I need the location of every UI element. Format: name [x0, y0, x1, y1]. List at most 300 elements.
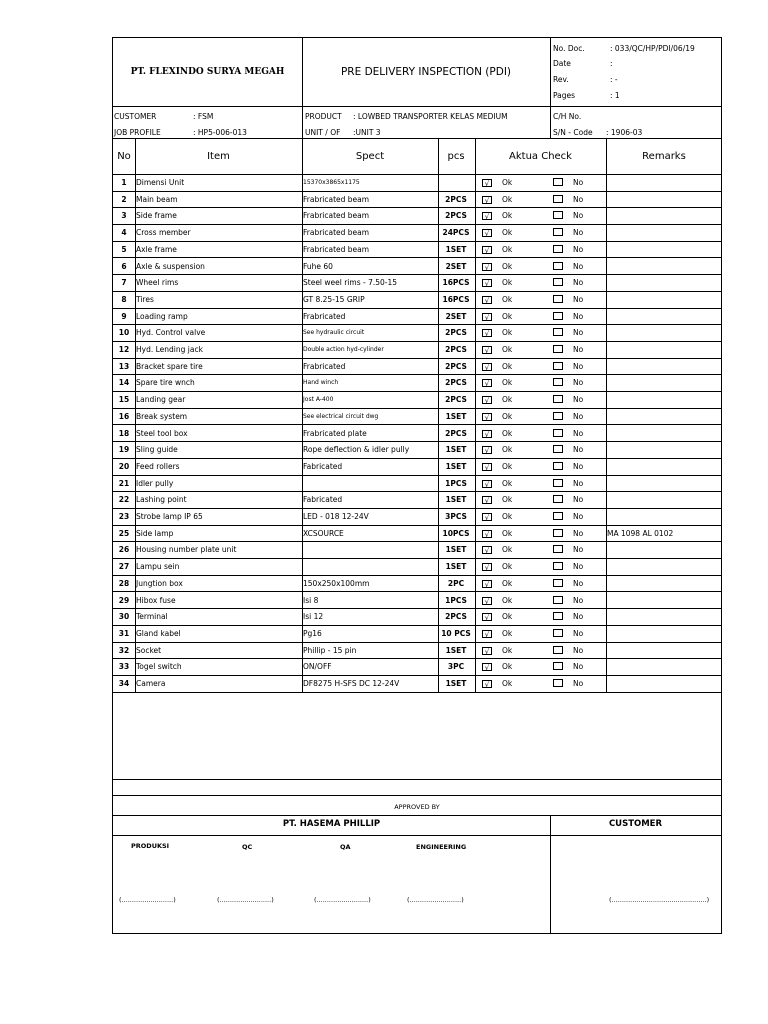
check-no	[553, 308, 605, 325]
item-pcs: 1SET	[445, 411, 467, 421]
ok-label: Ok	[502, 528, 513, 538]
signature-line-qa: (.........................)	[314, 896, 371, 904]
no-label: No	[573, 194, 584, 204]
checkbox-checked-icon[interactable]: √	[482, 229, 492, 237]
item-pcs: 2PC	[447, 578, 465, 588]
item-remark	[607, 491, 719, 508]
checkbox-checked-icon[interactable]: √	[482, 296, 492, 304]
item-spec: Frabricated beam	[303, 228, 370, 238]
table-row	[113, 258, 721, 275]
checkbox-checked-icon[interactable]: √	[482, 329, 492, 337]
ok-label: Ok	[502, 628, 513, 638]
no-label: No	[573, 679, 584, 688]
ok-label: Ok	[502, 495, 513, 505]
row-number: 15	[118, 395, 130, 405]
check-no	[553, 658, 605, 675]
check-ok	[482, 408, 542, 425]
item-spec: 15370x3865x1175	[303, 179, 360, 186]
item-remark	[607, 258, 719, 275]
checkbox-empty-icon[interactable]	[553, 462, 563, 470]
ok-label: Ok	[502, 261, 513, 271]
meta-label: Pages	[553, 91, 576, 100]
checkbox-empty-icon[interactable]	[553, 629, 563, 637]
row-number: 2	[121, 194, 127, 204]
row-number: 34	[118, 679, 130, 688]
checkbox-empty-icon[interactable]	[553, 495, 563, 503]
no-label: No	[573, 495, 584, 505]
checkbox-checked-icon[interactable]: √	[482, 396, 492, 404]
table-row	[113, 291, 721, 308]
item-remark	[607, 274, 719, 291]
check-no	[553, 558, 605, 575]
no-label: No	[573, 461, 584, 471]
checkbox-empty-icon[interactable]	[553, 545, 563, 553]
item-pcs: 1SET	[445, 545, 467, 555]
item-name: Hyd. Lending jack	[136, 345, 203, 354]
item-pcs: 3PC	[447, 662, 465, 672]
row-number: 9	[121, 311, 127, 321]
item-name: Main beam	[136, 194, 178, 204]
check-no	[553, 642, 605, 659]
check-ok	[482, 358, 542, 375]
product-label: PRODUCT	[305, 112, 342, 121]
checkbox-empty-icon[interactable]	[553, 395, 563, 403]
item-name: Wheel rims	[136, 278, 179, 288]
checkbox-checked-icon[interactable]: √	[482, 279, 492, 287]
no-label: No	[573, 278, 584, 288]
checkbox-empty-icon[interactable]	[553, 529, 563, 537]
check-no	[553, 508, 605, 525]
row-number: 3	[121, 211, 127, 221]
ok-label: Ok	[502, 645, 513, 655]
no-label: No	[573, 578, 584, 588]
checkbox-checked-icon[interactable]: √	[482, 647, 492, 655]
checkbox-empty-icon[interactable]	[553, 378, 563, 386]
item-pcs: 2PCS	[445, 361, 467, 371]
check-ok	[482, 625, 542, 642]
no-label: No	[573, 545, 584, 555]
signature-line-produksi: (.........................)	[119, 896, 176, 904]
check-ok	[482, 558, 542, 575]
item-remark	[607, 224, 719, 241]
item-remark	[607, 308, 719, 325]
table-row	[113, 675, 721, 692]
checkbox-empty-icon[interactable]	[553, 278, 563, 286]
table-row	[113, 441, 721, 458]
checkbox-empty-icon[interactable]	[553, 512, 563, 520]
checkbox-checked-icon[interactable]: √	[482, 546, 492, 554]
no-label: No	[573, 345, 584, 354]
no-label: No	[573, 378, 584, 388]
item-pcs: 16PCS	[442, 294, 470, 304]
item-pcs: 2PCS	[445, 345, 467, 354]
check-no	[553, 608, 605, 625]
item-pcs: 1SET	[445, 495, 467, 505]
item-pcs: 2PCS	[445, 428, 467, 438]
ok-label: Ok	[502, 228, 513, 238]
no-label: No	[573, 211, 584, 221]
column-header-spect: Spect	[355, 151, 385, 162]
check-ok	[482, 475, 542, 492]
item-remark	[607, 241, 719, 258]
item-name: Camera	[136, 679, 166, 688]
check-ok	[482, 675, 542, 692]
checkbox-empty-icon[interactable]	[553, 662, 563, 670]
ok-label: Ok	[502, 294, 513, 304]
ok-label: Ok	[502, 194, 513, 204]
item-remark	[607, 207, 719, 224]
item-spec: Jost A-400	[303, 396, 334, 404]
item-pcs: 2PCS	[445, 328, 467, 338]
item-spec: Phillip - 15 pin	[303, 645, 357, 655]
check-ok	[482, 274, 542, 291]
ok-label: Ok	[502, 679, 513, 688]
item-remark	[607, 174, 719, 191]
job-profile-value: : HP5-006-013	[193, 128, 247, 137]
approver-customer: CUSTOMER	[608, 819, 663, 829]
table-row	[113, 491, 721, 508]
table-row	[113, 207, 721, 224]
meta-value: : 1	[610, 91, 620, 100]
checkbox-checked-icon[interactable]: √	[482, 430, 492, 438]
item-pcs: 2PCS	[445, 612, 467, 622]
checkbox-empty-icon[interactable]	[553, 596, 563, 604]
item-pcs: 2SET	[445, 261, 467, 271]
checkbox-empty-icon[interactable]	[553, 195, 563, 203]
row-number: 1	[121, 178, 127, 187]
no-label: No	[573, 445, 584, 455]
item-name: Sling guide	[136, 445, 178, 455]
checkbox-checked-icon[interactable]: √	[482, 363, 492, 371]
item-spec: Frabricated beam	[303, 244, 370, 254]
checkbox-checked-icon[interactable]: √	[482, 379, 492, 387]
item-name: Togel switch	[136, 662, 182, 672]
checkbox-empty-icon[interactable]	[553, 228, 563, 236]
item-pcs: 1SET	[445, 445, 467, 455]
checkbox-empty-icon[interactable]	[553, 312, 563, 320]
row-number: 4	[121, 228, 127, 238]
item-name: Bracket spare tire	[136, 361, 203, 371]
checkbox-checked-icon[interactable]: √	[482, 246, 492, 254]
checkbox-checked-icon[interactable]: √	[482, 663, 492, 671]
check-ok	[482, 207, 542, 224]
checkbox-empty-icon[interactable]	[553, 646, 563, 654]
checkbox-empty-icon[interactable]	[553, 328, 563, 336]
checkbox-empty-icon[interactable]	[553, 178, 563, 186]
row-number: 14	[118, 378, 130, 388]
checkbox-empty-icon[interactable]	[553, 345, 563, 353]
item-pcs: 16PCS	[442, 278, 470, 288]
item-pcs: 1SET	[445, 461, 467, 471]
table-row	[113, 458, 721, 475]
checkbox-empty-icon[interactable]	[553, 211, 563, 219]
role-qa: QA	[340, 843, 351, 851]
table-row	[113, 475, 721, 492]
checkbox-empty-icon[interactable]	[553, 245, 563, 253]
table-row	[113, 525, 721, 542]
item-spec: Fuhe 60	[303, 261, 333, 271]
checkbox-checked-icon[interactable]: √	[482, 313, 492, 321]
row-number: 33	[118, 662, 130, 672]
item-remark	[607, 425, 719, 442]
ok-label: Ok	[502, 378, 513, 388]
check-no	[553, 541, 605, 558]
item-spec: Fabricated	[303, 461, 343, 471]
item-spec: LED - 018 12-24V	[303, 512, 369, 521]
no-label: No	[573, 512, 584, 521]
no-label: No	[573, 411, 584, 421]
no-label: No	[573, 228, 584, 238]
item-name: Lampu sein	[136, 562, 180, 572]
row-number: 22	[118, 495, 130, 505]
item-remark	[607, 374, 719, 391]
check-ok	[482, 224, 542, 241]
item-name: Landing gear	[136, 395, 186, 405]
no-label: No	[573, 662, 584, 672]
checkbox-checked-icon[interactable]: √	[482, 613, 492, 621]
no-label: No	[573, 361, 584, 371]
customer-field	[114, 112, 156, 121]
check-ok	[482, 458, 542, 475]
checkbox-checked-icon[interactable]: √	[482, 212, 492, 220]
item-remark	[607, 625, 719, 642]
checkbox-empty-icon[interactable]	[553, 295, 563, 303]
table-row	[113, 324, 721, 341]
ok-label: Ok	[502, 311, 513, 321]
checkbox-empty-icon[interactable]	[553, 362, 563, 370]
check-ok	[482, 525, 542, 542]
sn-code-value: : 1906-03	[606, 128, 643, 137]
item-spec: XCSOURCE	[303, 528, 344, 538]
check-ok	[482, 324, 542, 341]
unit-label: UNIT / OF	[305, 128, 341, 137]
check-no	[553, 575, 605, 592]
row-number: 25	[118, 528, 130, 538]
checkbox-checked-icon[interactable]: √	[482, 196, 492, 204]
item-spec: GT 8.25-15 GRIP	[303, 294, 365, 304]
item-spec: Frabricated beam	[303, 194, 370, 204]
row-number: 30	[118, 612, 130, 622]
item-spec: Fabricated	[303, 495, 343, 505]
item-remark	[607, 642, 719, 659]
item-pcs: 2SET	[445, 311, 467, 321]
no-label: No	[573, 612, 584, 622]
checkbox-checked-icon[interactable]: √	[482, 179, 492, 187]
row-number: 31	[118, 628, 130, 638]
row-number: 32	[118, 645, 130, 655]
check-no	[553, 458, 605, 475]
item-name: Strobe lamp IP 65	[136, 512, 203, 521]
checkbox-empty-icon[interactable]	[553, 412, 563, 420]
meta-value: : -	[610, 75, 618, 84]
item-name: Jungtion box	[136, 578, 183, 588]
checkbox-checked-icon[interactable]: √	[482, 263, 492, 271]
checkbox-checked-icon[interactable]: √	[482, 446, 492, 454]
customer-label: CUSTOMER	[114, 112, 157, 121]
item-remark	[607, 675, 719, 692]
item-remark	[607, 475, 719, 492]
item-pcs: 2PCS	[445, 378, 467, 388]
item-pcs: 1SET	[445, 244, 467, 254]
no-label: No	[573, 244, 584, 254]
column-header-no: No	[117, 151, 131, 162]
checkbox-checked-icon[interactable]: √	[482, 346, 492, 354]
item-remark	[607, 408, 719, 425]
table-row	[113, 241, 721, 258]
item-name: Spare tire wnch	[136, 378, 195, 388]
check-no	[553, 475, 605, 492]
checkbox-empty-icon[interactable]	[553, 262, 563, 270]
ok-label: Ok	[502, 662, 513, 672]
item-spec: Hand winch	[303, 379, 339, 387]
checkbox-checked-icon[interactable]: √	[482, 463, 492, 471]
checkbox-empty-icon[interactable]	[553, 579, 563, 587]
check-ok	[482, 608, 542, 625]
item-spec: See hydraulic circuit	[303, 329, 365, 337]
meta-value: :	[610, 59, 613, 68]
row-number: 28	[118, 578, 130, 588]
column-header-item: Item	[207, 151, 230, 162]
checkbox-checked-icon[interactable]: √	[482, 530, 492, 538]
ok-label: Ok	[502, 211, 513, 221]
checkbox-empty-icon[interactable]	[553, 562, 563, 570]
no-label: No	[573, 261, 584, 271]
ok-label: Ok	[502, 512, 513, 521]
checkbox-empty-icon[interactable]	[553, 429, 563, 437]
checkbox-checked-icon[interactable]: √	[482, 563, 492, 571]
ok-label: Ok	[502, 578, 513, 588]
item-spec: Double action hyd-cylinder	[303, 346, 384, 353]
signature-line-qc: (.........................)	[217, 896, 274, 904]
checkbox-empty-icon[interactable]	[553, 479, 563, 487]
checkbox-checked-icon[interactable]: √	[482, 597, 492, 605]
column-header-pcs: pcs	[447, 151, 465, 162]
item-spec: See electrical circuit dwg	[303, 412, 379, 420]
no-label: No	[573, 645, 584, 655]
item-spec: Isi 12	[303, 612, 324, 622]
item-remark	[607, 341, 719, 358]
signature-line-engineering: (.........................)	[407, 896, 464, 904]
item-remark: MA 1098 AL 0102	[607, 528, 674, 538]
check-ok	[482, 258, 542, 275]
row-number: 5	[121, 244, 127, 254]
no-label: No	[573, 395, 584, 405]
ok-label: Ok	[502, 545, 513, 555]
row-number: 19	[118, 445, 130, 455]
item-remark	[607, 541, 719, 558]
item-pcs: 2PCS	[445, 194, 467, 204]
ok-label: Ok	[502, 612, 513, 622]
item-name: Dimensi Unit	[136, 178, 185, 187]
checkbox-checked-icon[interactable]: √	[482, 496, 492, 504]
role-qc: QC	[242, 843, 253, 851]
check-ok	[482, 174, 542, 191]
meta-label: Rev.	[553, 75, 569, 84]
role-produksi: PRODUKSI	[131, 842, 170, 850]
checkbox-checked-icon[interactable]: √	[482, 413, 492, 421]
item-remark	[607, 558, 719, 575]
checkbox-checked-icon[interactable]: √	[482, 680, 492, 688]
item-name: Axle & suspension	[136, 261, 205, 271]
check-no	[553, 491, 605, 508]
no-label: No	[573, 328, 584, 338]
item-pcs: 1PCS	[445, 478, 467, 488]
row-number: 12	[118, 345, 130, 354]
ok-label: Ok	[502, 244, 513, 254]
no-label: No	[573, 595, 584, 605]
row-number: 6	[121, 261, 127, 271]
sn-code-label: S/N - Code	[553, 128, 593, 137]
job-profile-label: JOB PROFILE	[114, 128, 161, 137]
item-name: Gland kabel	[136, 628, 181, 638]
item-name: Housing number plate unit	[136, 545, 237, 555]
row-number: 29	[118, 595, 130, 605]
item-name: Side frame	[136, 211, 177, 221]
table-row	[113, 374, 721, 391]
check-no	[553, 191, 605, 208]
item-name: Tires	[136, 294, 154, 304]
approved-by-label: APPROVED BY	[394, 803, 440, 811]
check-no	[553, 408, 605, 425]
checkbox-empty-icon[interactable]	[553, 445, 563, 453]
table-row	[113, 408, 721, 425]
item-name: Hyd. Control valve	[136, 328, 206, 338]
checkbox-checked-icon[interactable]: √	[482, 480, 492, 488]
meta-value: : 033/QC/HP/PDI/06/19	[610, 44, 695, 53]
checkbox-checked-icon[interactable]: √	[482, 630, 492, 638]
checkbox-empty-icon[interactable]	[553, 679, 563, 687]
item-pcs: 10PCS	[442, 528, 470, 538]
item-spec	[303, 558, 437, 575]
table-row	[113, 541, 721, 558]
item-remark	[607, 575, 719, 592]
row-number: 16	[118, 411, 130, 421]
check-ok	[482, 592, 542, 609]
meta-label: Date	[553, 59, 571, 68]
table-row	[113, 508, 721, 525]
ok-label: Ok	[502, 345, 513, 354]
check-no	[553, 441, 605, 458]
item-remark	[607, 592, 719, 609]
item-pcs: 2PCS	[445, 395, 467, 405]
check-ok	[482, 308, 542, 325]
check-ok	[482, 391, 542, 408]
item-spec: Frabricated	[303, 311, 346, 321]
check-no	[553, 358, 605, 375]
item-name: Feed rollers	[136, 461, 180, 471]
no-label: No	[573, 528, 584, 538]
column-header-actual-check: Aktua Check	[509, 151, 572, 162]
checkbox-empty-icon[interactable]	[553, 612, 563, 620]
table-row	[113, 592, 721, 609]
ok-label: Ok	[502, 395, 513, 405]
check-no	[553, 274, 605, 291]
check-no	[553, 675, 605, 692]
check-no	[553, 241, 605, 258]
item-name: Loading ramp	[136, 311, 188, 321]
ok-label: Ok	[502, 361, 513, 371]
item-name: Side lamp	[136, 528, 174, 538]
item-spec	[303, 475, 437, 492]
check-no	[553, 207, 605, 224]
item-remark	[607, 441, 719, 458]
checkbox-checked-icon[interactable]: √	[482, 513, 492, 521]
checkbox-checked-icon[interactable]: √	[482, 580, 492, 588]
check-no	[553, 391, 605, 408]
item-name: Terminal	[136, 612, 168, 622]
item-spec: Pg16	[303, 628, 322, 638]
table-row	[113, 274, 721, 291]
